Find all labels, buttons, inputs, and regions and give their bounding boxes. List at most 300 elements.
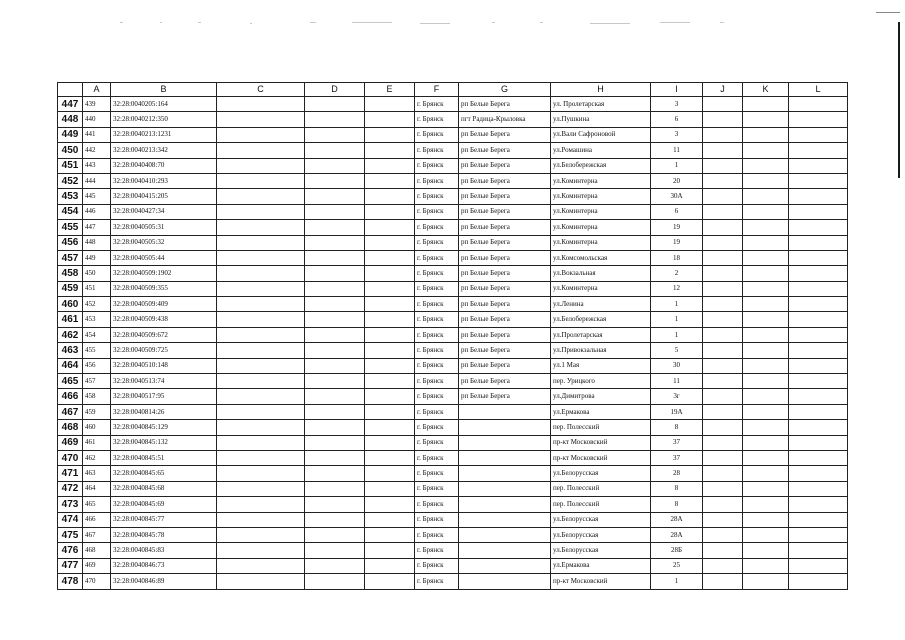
cell-k[interactable] [743, 112, 789, 127]
cell-c[interactable] [217, 574, 305, 589]
cell-l[interactable] [789, 250, 848, 265]
cell-f[interactable]: г. Брянск [415, 281, 459, 296]
cell-e[interactable] [365, 127, 415, 142]
cell-i[interactable]: 6 [651, 112, 703, 127]
row-number[interactable]: 464 [58, 358, 83, 373]
cell-l[interactable] [789, 389, 848, 404]
cell-c[interactable] [217, 189, 305, 204]
cell-k[interactable] [743, 450, 789, 465]
cell-b[interactable]: 32:28:0040509:1902 [111, 266, 217, 281]
cell-c[interactable] [217, 512, 305, 527]
cell-h[interactable]: ул.Коминтерна [551, 204, 651, 219]
row-number[interactable]: 454 [58, 204, 83, 219]
cell-h[interactable]: ул.Ленина [551, 297, 651, 312]
cell-f[interactable]: г. Брянск [415, 543, 459, 558]
cell-i[interactable]: 8 [651, 497, 703, 512]
cell-c[interactable] [217, 435, 305, 450]
cell-k[interactable] [743, 297, 789, 312]
cell-g[interactable] [459, 497, 551, 512]
column-header-c[interactable]: C [217, 83, 305, 97]
cell-a[interactable]: 446 [83, 204, 111, 219]
cell-k[interactable] [743, 481, 789, 496]
cell-j[interactable] [703, 512, 743, 527]
cell-c[interactable] [217, 158, 305, 173]
cell-j[interactable] [703, 481, 743, 496]
cell-e[interactable] [365, 250, 415, 265]
row-number[interactable]: 449 [58, 127, 83, 142]
row-number[interactable]: 447 [58, 97, 83, 112]
cell-c[interactable] [217, 358, 305, 373]
cell-e[interactable] [365, 435, 415, 450]
cell-i[interactable]: 3г [651, 389, 703, 404]
cell-c[interactable] [217, 481, 305, 496]
cell-d[interactable] [305, 266, 365, 281]
cell-f[interactable]: г. Брянск [415, 420, 459, 435]
row-number[interactable]: 466 [58, 389, 83, 404]
cell-c[interactable] [217, 374, 305, 389]
cell-d[interactable] [305, 143, 365, 158]
cell-k[interactable] [743, 281, 789, 296]
cell-h[interactable]: ул.Белорусская [551, 512, 651, 527]
cell-k[interactable] [743, 512, 789, 527]
cell-l[interactable] [789, 374, 848, 389]
cell-e[interactable] [365, 527, 415, 542]
cell-g[interactable]: рп Белые Берега [459, 343, 551, 358]
cell-j[interactable] [703, 543, 743, 558]
cell-d[interactable] [305, 358, 365, 373]
cell-f[interactable]: г. Брянск [415, 266, 459, 281]
cell-j[interactable] [703, 127, 743, 142]
cell-g[interactable]: рп Белые Берега [459, 374, 551, 389]
cell-f[interactable]: г. Брянск [415, 435, 459, 450]
row-number[interactable]: 457 [58, 250, 83, 265]
cell-g[interactable]: рп Белые Берега [459, 97, 551, 112]
cell-c[interactable] [217, 404, 305, 419]
cell-l[interactable] [789, 235, 848, 250]
cell-g[interactable]: рп Белые Берега [459, 127, 551, 142]
row-number[interactable]: 453 [58, 189, 83, 204]
row-number[interactable]: 462 [58, 327, 83, 342]
cell-g[interactable]: рп Белые Берега [459, 189, 551, 204]
cell-j[interactable] [703, 420, 743, 435]
cell-h[interactable]: ул.Вали Сафроновой [551, 127, 651, 142]
cell-j[interactable] [703, 343, 743, 358]
cell-l[interactable] [789, 281, 848, 296]
cell-b[interactable]: 32:28:0040427:34 [111, 204, 217, 219]
row-number[interactable]: 451 [58, 158, 83, 173]
cell-h[interactable]: ул.Вокзальная [551, 266, 651, 281]
cell-b[interactable]: 32:28:0040845:132 [111, 435, 217, 450]
cell-j[interactable] [703, 281, 743, 296]
cell-l[interactable] [789, 512, 848, 527]
cell-c[interactable] [217, 220, 305, 235]
cell-k[interactable] [743, 527, 789, 542]
cell-l[interactable] [789, 143, 848, 158]
cell-b[interactable]: 32:28:0040513:74 [111, 374, 217, 389]
cell-j[interactable] [703, 158, 743, 173]
cell-g[interactable] [459, 466, 551, 481]
row-number[interactable]: 448 [58, 112, 83, 127]
row-number[interactable]: 476 [58, 543, 83, 558]
cell-h[interactable]: ул.Белорусская [551, 543, 651, 558]
cell-f[interactable]: г. Брянск [415, 574, 459, 589]
cell-h[interactable]: пер. Полесский [551, 497, 651, 512]
cell-b[interactable]: 32:28:0040408:70 [111, 158, 217, 173]
cell-b[interactable]: 32:28:0040845:51 [111, 450, 217, 465]
cell-a[interactable]: 439 [83, 97, 111, 112]
cell-j[interactable] [703, 143, 743, 158]
cell-i[interactable]: 1 [651, 574, 703, 589]
cell-a[interactable]: 455 [83, 343, 111, 358]
cell-h[interactable]: ул.Коминтерна [551, 173, 651, 188]
cell-j[interactable] [703, 404, 743, 419]
column-header-h[interactable]: H [551, 83, 651, 97]
cell-f[interactable]: г. Брянск [415, 512, 459, 527]
row-number[interactable]: 465 [58, 374, 83, 389]
cell-g[interactable]: рп Белые Берега [459, 143, 551, 158]
cell-a[interactable]: 447 [83, 220, 111, 235]
cell-i[interactable]: 18 [651, 250, 703, 265]
cell-c[interactable] [217, 297, 305, 312]
cell-c[interactable] [217, 281, 305, 296]
cell-g[interactable] [459, 450, 551, 465]
cell-i[interactable]: 19 [651, 220, 703, 235]
cell-i[interactable]: 37 [651, 450, 703, 465]
cell-l[interactable] [789, 358, 848, 373]
column-header-i[interactable]: I [651, 83, 703, 97]
cell-f[interactable]: г. Брянск [415, 235, 459, 250]
cell-j[interactable] [703, 435, 743, 450]
cell-d[interactable] [305, 158, 365, 173]
cell-a[interactable]: 462 [83, 450, 111, 465]
cell-b[interactable]: 32:28:0040509:409 [111, 297, 217, 312]
cell-i[interactable]: 2 [651, 266, 703, 281]
cell-l[interactable] [789, 158, 848, 173]
cell-b[interactable]: 32:28:0040845:68 [111, 481, 217, 496]
column-header-k[interactable]: K [743, 83, 789, 97]
cell-i[interactable]: 25 [651, 558, 703, 573]
cell-c[interactable] [217, 173, 305, 188]
cell-e[interactable] [365, 235, 415, 250]
cell-e[interactable] [365, 189, 415, 204]
cell-c[interactable] [217, 204, 305, 219]
cell-h[interactable]: ул.Коминтерна [551, 281, 651, 296]
cell-j[interactable] [703, 574, 743, 589]
cell-i[interactable]: 1 [651, 158, 703, 173]
cell-e[interactable] [365, 574, 415, 589]
cell-i[interactable]: 6 [651, 204, 703, 219]
cell-k[interactable] [743, 404, 789, 419]
cell-f[interactable]: г. Брянск [415, 312, 459, 327]
cell-b[interactable]: 32:28:0040845:69 [111, 497, 217, 512]
row-number[interactable]: 469 [58, 435, 83, 450]
cell-a[interactable]: 443 [83, 158, 111, 173]
cell-b[interactable]: 32:28:0040846:89 [111, 574, 217, 589]
cell-j[interactable] [703, 312, 743, 327]
cell-d[interactable] [305, 220, 365, 235]
row-number[interactable]: 473 [58, 497, 83, 512]
cell-d[interactable] [305, 374, 365, 389]
cell-k[interactable] [743, 173, 789, 188]
cell-b[interactable]: 32:28:0040505:32 [111, 235, 217, 250]
cell-i[interactable]: 30 [651, 358, 703, 373]
cell-a[interactable]: 444 [83, 173, 111, 188]
cell-k[interactable] [743, 204, 789, 219]
column-header-l[interactable]: L [789, 83, 848, 97]
cell-b[interactable]: 32:28:0040814:26 [111, 404, 217, 419]
row-number[interactable]: 456 [58, 235, 83, 250]
cell-k[interactable] [743, 435, 789, 450]
cell-k[interactable] [743, 158, 789, 173]
cell-l[interactable] [789, 312, 848, 327]
cell-k[interactable] [743, 266, 789, 281]
cell-g[interactable]: рп Белые Берега [459, 312, 551, 327]
cell-b[interactable]: 32:28:0040505:31 [111, 220, 217, 235]
cell-e[interactable] [365, 358, 415, 373]
cell-k[interactable] [743, 189, 789, 204]
column-header-g[interactable]: G [459, 83, 551, 97]
cell-h[interactable]: ул.Коминтерна [551, 235, 651, 250]
cell-e[interactable] [365, 312, 415, 327]
cell-k[interactable] [743, 358, 789, 373]
column-header-f[interactable]: F [415, 83, 459, 97]
cell-j[interactable] [703, 250, 743, 265]
column-header-b[interactable]: B [111, 83, 217, 97]
row-number[interactable]: 455 [58, 220, 83, 235]
cell-l[interactable] [789, 297, 848, 312]
cell-c[interactable] [217, 497, 305, 512]
cell-b[interactable]: 32:28:0040410:293 [111, 173, 217, 188]
cell-d[interactable] [305, 127, 365, 142]
column-header-e[interactable]: E [365, 83, 415, 97]
cell-b[interactable]: 32:28:0040415:205 [111, 189, 217, 204]
row-number[interactable]: 460 [58, 297, 83, 312]
cell-l[interactable] [789, 343, 848, 358]
cell-g[interactable]: рп Белые Берега [459, 327, 551, 342]
cell-h[interactable]: ул.Привокзальная [551, 343, 651, 358]
cell-c[interactable] [217, 112, 305, 127]
cell-g[interactable]: рп Белые Берега [459, 358, 551, 373]
cell-d[interactable] [305, 558, 365, 573]
cell-l[interactable] [789, 327, 848, 342]
cell-i[interactable]: 30А [651, 189, 703, 204]
cell-g[interactable]: рп Белые Берега [459, 158, 551, 173]
row-number[interactable]: 461 [58, 312, 83, 327]
cell-l[interactable] [789, 112, 848, 127]
cell-g[interactable]: пгт Радица-Крыловка [459, 112, 551, 127]
cell-d[interactable] [305, 97, 365, 112]
cell-g[interactable]: рп Белые Берега [459, 266, 551, 281]
cell-h[interactable]: ул.Ермакова [551, 404, 651, 419]
row-number[interactable]: 472 [58, 481, 83, 496]
cell-a[interactable]: 456 [83, 358, 111, 373]
cell-g[interactable]: рп Белые Берега [459, 235, 551, 250]
cell-i[interactable]: 37 [651, 435, 703, 450]
row-number[interactable]: 459 [58, 281, 83, 296]
cell-g[interactable] [459, 558, 551, 573]
cell-h[interactable]: ул.Белобережская [551, 158, 651, 173]
cell-c[interactable] [217, 250, 305, 265]
cell-b[interactable]: 32:28:0040845:77 [111, 512, 217, 527]
cell-d[interactable] [305, 250, 365, 265]
cell-c[interactable] [217, 266, 305, 281]
cell-k[interactable] [743, 543, 789, 558]
cell-g[interactable] [459, 481, 551, 496]
cell-g[interactable]: рп Белые Берега [459, 389, 551, 404]
cell-l[interactable] [789, 481, 848, 496]
cell-a[interactable]: 463 [83, 466, 111, 481]
cell-d[interactable] [305, 512, 365, 527]
row-number[interactable]: 463 [58, 343, 83, 358]
cell-l[interactable] [789, 450, 848, 465]
cell-h[interactable]: ул.Белобережская [551, 312, 651, 327]
cell-d[interactable] [305, 435, 365, 450]
cell-f[interactable]: г. Брянск [415, 173, 459, 188]
cell-j[interactable] [703, 358, 743, 373]
cell-k[interactable] [743, 312, 789, 327]
cell-f[interactable]: г. Брянск [415, 97, 459, 112]
cell-i[interactable]: 8 [651, 481, 703, 496]
row-number[interactable]: 471 [58, 466, 83, 481]
cell-g[interactable] [459, 512, 551, 527]
cell-k[interactable] [743, 558, 789, 573]
cell-i[interactable]: 28А [651, 527, 703, 542]
cell-l[interactable] [789, 127, 848, 142]
cell-e[interactable] [365, 389, 415, 404]
cell-l[interactable] [789, 420, 848, 435]
cell-f[interactable]: г. Брянск [415, 189, 459, 204]
cell-k[interactable] [743, 343, 789, 358]
cell-k[interactable] [743, 420, 789, 435]
cell-b[interactable]: 32:28:0040509:672 [111, 327, 217, 342]
cell-k[interactable] [743, 97, 789, 112]
cell-e[interactable] [365, 497, 415, 512]
cell-d[interactable] [305, 389, 365, 404]
cell-c[interactable] [217, 97, 305, 112]
cell-d[interactable] [305, 297, 365, 312]
cell-f[interactable]: г. Брянск [415, 127, 459, 142]
cell-a[interactable]: 469 [83, 558, 111, 573]
cell-h[interactable]: ул.Димитрова [551, 389, 651, 404]
cell-h[interactable]: ул.Пролетарская [551, 327, 651, 342]
cell-d[interactable] [305, 173, 365, 188]
cell-k[interactable] [743, 497, 789, 512]
row-number[interactable]: 470 [58, 450, 83, 465]
cell-i[interactable]: 1 [651, 297, 703, 312]
cell-g[interactable]: рп Белые Берега [459, 173, 551, 188]
cell-l[interactable] [789, 558, 848, 573]
cell-f[interactable]: г. Брянск [415, 481, 459, 496]
cell-d[interactable] [305, 235, 365, 250]
cell-d[interactable] [305, 481, 365, 496]
cell-a[interactable]: 453 [83, 312, 111, 327]
row-number[interactable]: 452 [58, 173, 83, 188]
cell-b[interactable]: 32:28:0040517:95 [111, 389, 217, 404]
cell-j[interactable] [703, 497, 743, 512]
cell-f[interactable]: г. Брянск [415, 389, 459, 404]
cell-e[interactable] [365, 112, 415, 127]
cell-l[interactable] [789, 189, 848, 204]
cell-c[interactable] [217, 343, 305, 358]
cell-a[interactable]: 460 [83, 420, 111, 435]
cell-h[interactable]: пер. Полесский [551, 420, 651, 435]
cell-b[interactable]: 32:28:0040845:65 [111, 466, 217, 481]
cell-f[interactable]: г. Брянск [415, 404, 459, 419]
cell-a[interactable]: 461 [83, 435, 111, 450]
cell-i[interactable]: 1 [651, 312, 703, 327]
cell-j[interactable] [703, 220, 743, 235]
cell-h[interactable]: пр-кт Московский [551, 574, 651, 589]
cell-h[interactable]: пер. Полесский [551, 481, 651, 496]
column-header-j[interactable]: J [703, 83, 743, 97]
cell-g[interactable]: рп Белые Берега [459, 204, 551, 219]
cell-g[interactable] [459, 420, 551, 435]
cell-d[interactable] [305, 343, 365, 358]
cell-d[interactable] [305, 312, 365, 327]
cell-c[interactable] [217, 466, 305, 481]
cell-l[interactable] [789, 543, 848, 558]
cell-a[interactable]: 457 [83, 374, 111, 389]
cell-g[interactable]: рп Белые Берега [459, 220, 551, 235]
cell-d[interactable] [305, 189, 365, 204]
cell-d[interactable] [305, 527, 365, 542]
row-number[interactable]: 478 [58, 574, 83, 589]
cell-f[interactable]: г. Брянск [415, 204, 459, 219]
cell-f[interactable]: г. Брянск [415, 343, 459, 358]
cell-g[interactable]: рп Белые Берега [459, 250, 551, 265]
cell-c[interactable] [217, 543, 305, 558]
cell-d[interactable] [305, 204, 365, 219]
cell-d[interactable] [305, 466, 365, 481]
cell-j[interactable] [703, 204, 743, 219]
cell-i[interactable]: 28Б [651, 543, 703, 558]
cell-k[interactable] [743, 327, 789, 342]
cell-b[interactable]: 32:28:0040213:342 [111, 143, 217, 158]
cell-j[interactable] [703, 235, 743, 250]
cell-l[interactable] [789, 204, 848, 219]
cell-l[interactable] [789, 527, 848, 542]
cell-j[interactable] [703, 450, 743, 465]
cell-g[interactable] [459, 527, 551, 542]
cell-i[interactable]: 3 [651, 97, 703, 112]
cell-j[interactable] [703, 558, 743, 573]
cell-l[interactable] [789, 404, 848, 419]
row-number[interactable]: 477 [58, 558, 83, 573]
cell-j[interactable] [703, 189, 743, 204]
column-header-a[interactable]: A [83, 83, 111, 97]
cell-l[interactable] [789, 173, 848, 188]
cell-a[interactable]: 470 [83, 574, 111, 589]
cell-h[interactable]: ул.Белорусская [551, 527, 651, 542]
cell-b[interactable]: 32:28:0040212:350 [111, 112, 217, 127]
cell-a[interactable]: 454 [83, 327, 111, 342]
cell-i[interactable]: 19 [651, 235, 703, 250]
cell-h[interactable]: ул. Пролетарская [551, 97, 651, 112]
cell-j[interactable] [703, 112, 743, 127]
cell-f[interactable]: г. Брянск [415, 466, 459, 481]
cell-e[interactable] [365, 481, 415, 496]
cell-a[interactable]: 458 [83, 389, 111, 404]
cell-b[interactable]: 32:28:0040845:129 [111, 420, 217, 435]
cell-j[interactable] [703, 389, 743, 404]
cell-f[interactable]: г. Брянск [415, 497, 459, 512]
cell-l[interactable] [789, 266, 848, 281]
cell-i[interactable]: 20 [651, 173, 703, 188]
cell-e[interactable] [365, 143, 415, 158]
cell-e[interactable] [365, 327, 415, 342]
cell-g[interactable] [459, 543, 551, 558]
cell-e[interactable] [365, 543, 415, 558]
